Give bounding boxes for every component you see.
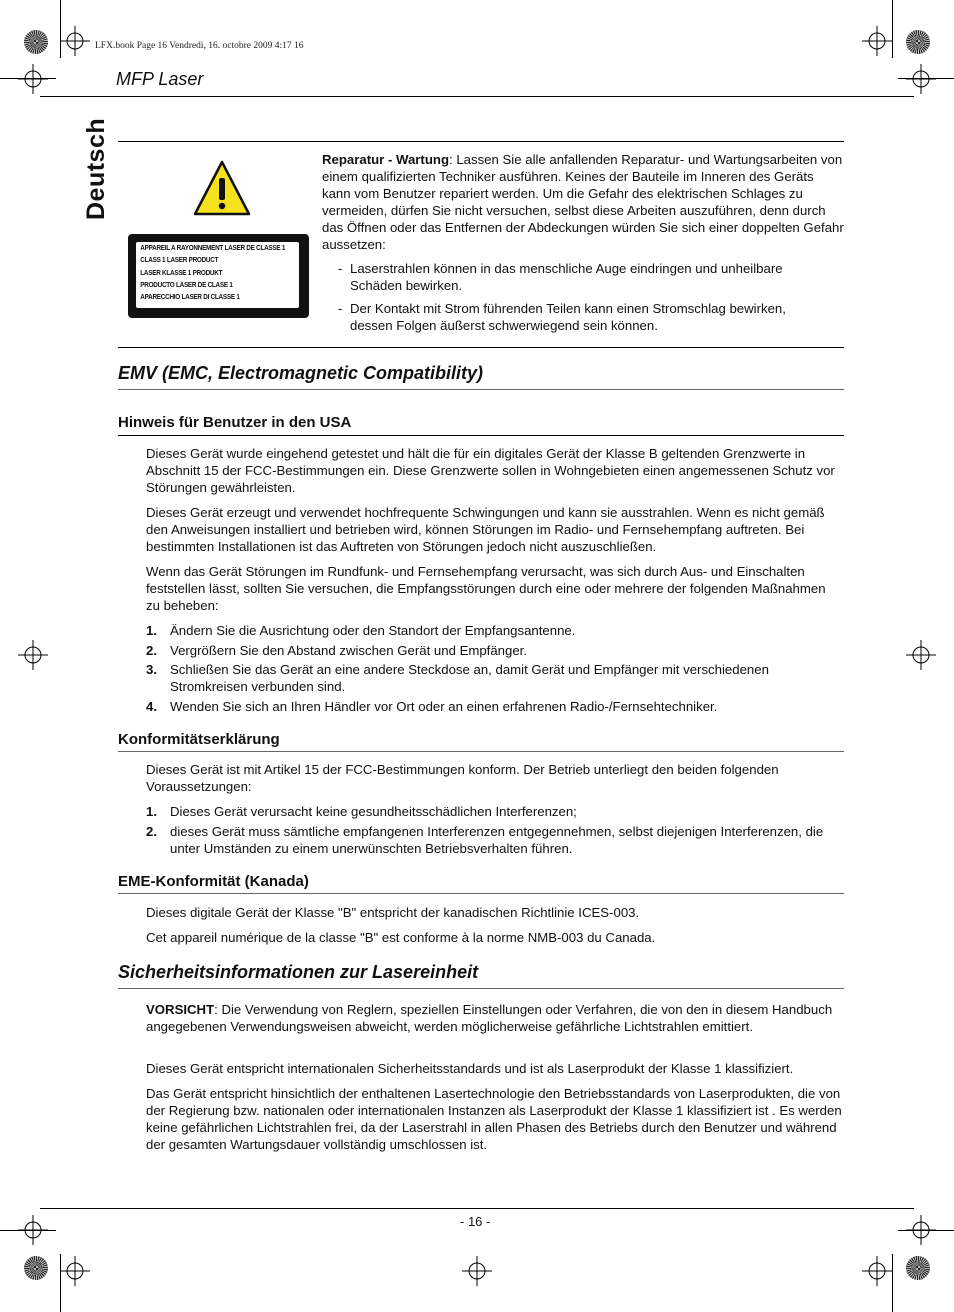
paragraph: Dieses Gerät entspricht internationalen Sicherheitsstandards und ist als Laserprodukt der Klasse 1 klassifiziert. bbox=[146, 1061, 794, 1076]
laser-label-line: APARECCHIO LASER DI CLASSE 1 bbox=[140, 292, 240, 302]
heading-rule bbox=[118, 389, 844, 390]
list-item bbox=[146, 698, 843, 715]
paragraph: Cet appareil numérique de la classe "B" est conforme à la norme NMB-003 du Canada. bbox=[146, 930, 656, 945]
warning-triangle-icon bbox=[193, 160, 251, 216]
list-item bbox=[146, 661, 843, 695]
book-meta: LFX.book Page 16 Vendredi, 16. octobre 2009 4:17 16 bbox=[95, 41, 304, 51]
page-number: - 16 - bbox=[460, 1214, 491, 1229]
warning-text: : Lassen Sie alle anfallenden Reparatur- und Wartungsarbeiten von einem qualifizierten Techniker ausführen. Keines der Bauteile im Inneren des Geräts kann vom Benutzer repariert werden. Um die Gefahr des elektrischen Schlages zu vermeiden, dürfen Sie nicht versuchen, selbst diese Arbeiten auszuführen, denn durch das Öffnen oder das Entfernen der Abdeckungen würden Sie sich einer doppelten Gefahr aussetzen: bbox=[322, 152, 844, 252]
registration-mark-icon bbox=[906, 640, 936, 670]
list-number: 2. bbox=[146, 823, 157, 839]
laser-label-line: CLASS 1 LASER PRODUCT bbox=[140, 255, 219, 265]
registration-mark-icon bbox=[906, 64, 936, 94]
registration-mark-icon bbox=[18, 64, 48, 94]
paragraph: Wenn das Gerät Störungen im Rundfunk- und Fernsehempfang verursacht, was sich durch Aus- und Einschalten feststellen lässt, sollten Sie versuchen, die Empfangsstörungen durch eine oder mehrere der folgenden Maßnahmen zu beheben: bbox=[146, 564, 826, 613]
paragraph: Dieses Gerät ist mit Artikel 15 der FCC-Bestimmungen konform. Der Betrieb unterliegt den beiden folgenden Voraussetzungen: bbox=[146, 762, 779, 794]
registration-mark-icon bbox=[60, 26, 90, 56]
heading-rule bbox=[118, 435, 844, 436]
laser-label-line: APPAREIL A RAYONNEMENT LASER DE CLASSE 1 bbox=[140, 243, 286, 252]
laser-label-line: LASER KLASSE 1 PRODUKT bbox=[140, 267, 223, 277]
section-heading-emv: EMV (EMC, Electromagnetic Compatibility) bbox=[118, 363, 484, 383]
list-number: 1. bbox=[146, 623, 157, 638]
numbered-list bbox=[146, 622, 843, 717]
color-target-icon bbox=[24, 30, 48, 54]
product-title: MFP Laser bbox=[116, 69, 204, 89]
list-item-text: Dieses Gerät verursacht keine gesundheitsschädlichen Interferenzen; bbox=[170, 804, 577, 819]
header-rule bbox=[40, 96, 914, 97]
caution-text: : Die Verwendung von Reglern, speziellen Einstellungen oder Verfahren, die von den in diesem Handbuch angegebenen Verwendungsweisen abweicht, werden möglicherweise gefährliche Lichtstrahlen emittiert. bbox=[146, 1002, 833, 1034]
list-item: - Der Kontakt mit Strom führenden Teilen kann einen Stromschlag bewirken, dessen Folgen äußerst schwerwiegend sein können. bbox=[338, 301, 786, 333]
list-item-text: Der Kontakt mit Strom führenden Teilen kann einen Stromschlag bewirken, dessen Folgen äußerst schwerwiegend sein können. bbox=[350, 301, 786, 333]
heading-rule bbox=[118, 893, 844, 894]
registration-mark-icon bbox=[906, 1215, 936, 1245]
heading-rule bbox=[118, 751, 844, 752]
list-item-text: Laserstrahlen können in das menschliche Auge eindringen und unheilbare Schäden bewirken. bbox=[350, 261, 783, 293]
list-item bbox=[146, 823, 843, 857]
side-language-tab bbox=[58, 117, 110, 220]
registration-mark-icon bbox=[18, 1215, 48, 1245]
section-rule bbox=[118, 141, 844, 142]
list-item-text: Schließen Sie das Gerät an eine andere Steckdose an, damit Gerät und Empfänger mit verschiedenen Stromkreisen verbunden sind. bbox=[170, 662, 769, 694]
list-number: 3. bbox=[146, 662, 157, 677]
subheading-usa: Hinweis für Benutzer in den USA bbox=[118, 414, 352, 431]
subheading-conformity: Konformitätserklärung bbox=[118, 731, 280, 748]
registration-mark-icon bbox=[462, 1256, 492, 1286]
list-item-text: Wenden Sie sich an Ihren Händler vor Ort oder an einen erfahrenen Radio-/Fernsehtechniker. bbox=[170, 698, 718, 714]
list-number: 4. bbox=[146, 698, 157, 714]
registration-mark-icon bbox=[862, 1256, 892, 1286]
list-item bbox=[146, 622, 843, 639]
caution-paragraph bbox=[146, 1001, 843, 1035]
warning-bullets bbox=[338, 260, 818, 340]
paragraph: Dieses digitale Gerät der Klasse "B" entspricht der kanadischen Richtlinie ICES-003. bbox=[146, 905, 640, 920]
laser-label-line: PRODUCTO LASER DE CLASE 1 bbox=[140, 279, 233, 289]
list-item bbox=[146, 642, 843, 659]
paragraph: Dieses Gerät wurde eingehend getestet und hält die für ein digitales Gerät der Klasse B geltenden Grenzwerte in Abschnitt 15 der FCC-Bestimmungen ein. Diese Grenzwerte sollen in Wohngebieten einen angemessenen Schutz vor Störungen gewährleisten. bbox=[146, 446, 835, 495]
list-item-text: Ändern Sie die Ausrichtung oder den Standort der Empfangsantenne. bbox=[170, 623, 576, 638]
color-target-icon bbox=[24, 1256, 48, 1280]
paragraph: Dieses Gerät erzeugt und verwendet hochfrequente Schwingungen und kann sie ausstrahlen. Wenn es nicht gemäß den Anweisungen installiert und betrieben wird, können Störungen im Radio- und Fernsehempfang auftreten. Bei bestimmten Installationen ist das Auftreten von Störungen jedoch nicht auszuschließen. bbox=[146, 505, 825, 554]
list-item bbox=[146, 803, 843, 820]
registration-mark-icon bbox=[18, 640, 48, 670]
color-target-icon bbox=[906, 30, 930, 54]
numbered-list bbox=[146, 803, 843, 859]
list-item-text: dieses Gerät muss sämtliche empfangenen Interferenzen entgegennehmen, selbst diejenigen Interferenzen, die unter Umständen zu einem unerwünschten Betriebsverhalten führen. bbox=[170, 823, 824, 856]
section-rule bbox=[118, 347, 844, 348]
laser-class-label bbox=[128, 234, 309, 318]
subheading-canada: EME-Konformität (Kanada) bbox=[118, 873, 309, 890]
warning-paragraph bbox=[322, 151, 844, 253]
list-number: 1. bbox=[146, 804, 157, 819]
list-item: - Laserstrahlen können in das menschliche Auge eindringen und unheilbare Schäden bewirken. bbox=[338, 261, 783, 293]
warning-title: Reparatur - Wartung bbox=[322, 152, 449, 167]
paragraph: Das Gerät entspricht hinsichtlich der enthaltenen Lasertechnologie den Betriebsstandards von Laserprodukten, die von der Regierung bzw. nationalen oder internationalen Instanzen als Laserprodukt der Klasse 1 klassifiziert ist . Es werden keine gefährlichen Lichtstrahlen frei, da der Laserstrahl in allen Phasen des Betriebs durch den Benutzer und während der gesamten Wartungsdauer vollständig umschlossen ist. bbox=[146, 1086, 842, 1152]
registration-mark-icon bbox=[862, 26, 892, 56]
list-number: 2. bbox=[146, 642, 157, 658]
caution-label: VORSICHT bbox=[146, 1002, 215, 1017]
registration-mark-icon bbox=[60, 1256, 90, 1286]
side-language-label: Deutsch bbox=[82, 117, 110, 220]
section-heading-laser: Sicherheitsinformationen zur Lasereinheit bbox=[118, 962, 479, 982]
list-item-text: Vergrößern Sie den Abstand zwischen Gerät und Empfänger. bbox=[170, 642, 528, 658]
heading-rule bbox=[118, 988, 844, 989]
color-target-icon bbox=[906, 1256, 930, 1280]
